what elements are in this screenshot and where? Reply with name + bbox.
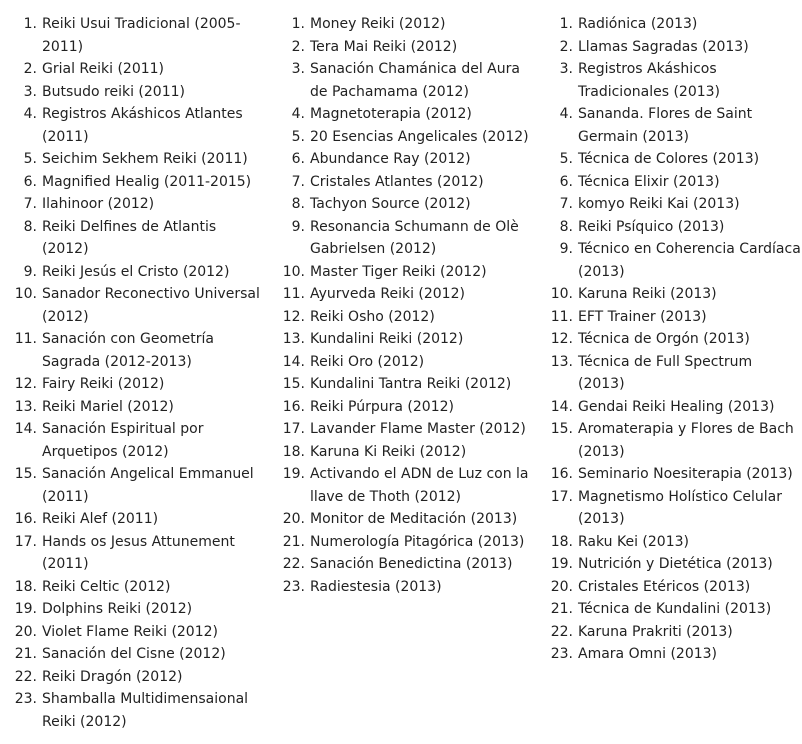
list-item-number: 10. xyxy=(14,286,37,302)
list-item-text: Shamballa Multidimensaional Reiki (2012) xyxy=(42,691,249,730)
list-item-text: Monitor de Meditación (2013) xyxy=(310,511,518,527)
list-item-text: Técnica de Colores (2013) xyxy=(578,151,760,167)
list-item xyxy=(536,553,802,576)
list-item xyxy=(0,58,262,81)
list-item-number: 22. xyxy=(14,668,37,685)
list-item xyxy=(536,621,802,644)
list-item-text: Dolphins Reiki (2012) xyxy=(42,601,193,617)
list-item xyxy=(268,328,538,351)
list-item xyxy=(268,531,538,554)
list-item xyxy=(268,441,538,464)
list-item xyxy=(268,148,538,171)
list-item-number: 1. xyxy=(559,16,573,32)
list-item xyxy=(536,58,802,103)
list-item-number: 10. xyxy=(282,263,305,280)
list-item-text: EFT Trainer (2013) xyxy=(578,308,707,325)
list-item xyxy=(536,193,802,216)
list-item xyxy=(536,13,802,36)
list-item-number: 14. xyxy=(550,398,573,415)
list-item xyxy=(0,531,262,576)
list-item-text: Técnico en Coherencia Cardíaca (2013) xyxy=(578,241,801,280)
list-item xyxy=(536,103,802,148)
list-item xyxy=(268,103,538,126)
list-item-number: 7. xyxy=(23,196,37,212)
list-item-number: 22. xyxy=(550,623,573,640)
list-item-number: 20. xyxy=(282,511,305,527)
list-item-text: Money Reiki (2012) xyxy=(310,16,446,32)
list-item-number: 20. xyxy=(14,623,37,640)
list-item-number: 19. xyxy=(550,556,573,572)
list-item-text: Técnica de Full Spectrum (2013) xyxy=(578,353,753,392)
list-item xyxy=(268,553,538,576)
list-item-number: 6. xyxy=(291,151,305,167)
list-item xyxy=(536,598,802,621)
list-item-text: Sanación Benedictina (2013) xyxy=(310,556,513,572)
list-item-text: Master Tiger Reiki (2012) xyxy=(310,263,487,280)
list-item-text: Reiki Alef (2011) xyxy=(42,511,159,527)
list-item-text: Reiki Celtic (2012) xyxy=(42,578,171,595)
list-item-text: Karuna Ki Reiki (2012) xyxy=(310,443,467,460)
list-item xyxy=(268,508,538,531)
list-item-number: 6. xyxy=(23,173,37,190)
list-item-number: 16. xyxy=(14,511,37,527)
list-item-text: Magnetismo Holístico Celular (2013) xyxy=(578,488,782,527)
list-item xyxy=(0,216,262,261)
list-item-number: 19. xyxy=(14,601,37,617)
list-item-text: Sanación del Cisne (2012) xyxy=(42,646,226,662)
list-item-text: Reiki Delfines de Atlantis (2012) xyxy=(42,218,217,257)
list-item-text: Seichim Sekhem Reiki (2011) xyxy=(42,151,248,167)
list-item-number: 3. xyxy=(23,83,37,100)
list-item-text: Nutrición y Dietética (2013) xyxy=(578,556,773,572)
list-item xyxy=(0,688,262,733)
list-item xyxy=(0,396,262,419)
list-item-text: Sananda. Flores de Saint Germain (2013) xyxy=(578,106,753,145)
list-item-text: Karuna Reiki (2013) xyxy=(578,286,717,302)
list-item xyxy=(0,81,262,104)
list-item xyxy=(536,36,802,59)
list-item-text: Sanación Espiritual por Arquetipos (2012) xyxy=(42,421,204,460)
list-item xyxy=(536,463,802,486)
list-item xyxy=(536,418,802,463)
list-item xyxy=(268,58,538,103)
list-item xyxy=(0,576,262,599)
list-item-number: 17. xyxy=(550,488,573,505)
list-item-number: 14. xyxy=(282,353,305,370)
list-item-text: Karuna Prakriti (2013) xyxy=(578,623,733,640)
list-item xyxy=(268,418,538,441)
list-item-number: 2. xyxy=(559,38,573,55)
list-item xyxy=(536,643,802,666)
list-item-number: 11. xyxy=(550,308,573,325)
list-item-number: 21. xyxy=(14,646,37,662)
list-item-number: 16. xyxy=(550,466,573,482)
list-item-text: Radiestesia (2013) xyxy=(310,578,442,595)
list-item xyxy=(0,463,262,508)
list-item-number: 23. xyxy=(14,691,37,707)
list-item-number: 21. xyxy=(550,601,573,617)
list-item-number: 18. xyxy=(550,533,573,550)
list-item-number: 3. xyxy=(291,61,305,77)
course-list-column-1 xyxy=(0,13,262,733)
list-item-number: 9. xyxy=(559,241,573,257)
list-item xyxy=(268,306,538,329)
list-item xyxy=(0,193,262,216)
list-item xyxy=(268,13,538,36)
list-item-text: Magnified Healig (2011-2015) xyxy=(42,173,252,190)
list-item-number: 10. xyxy=(550,286,573,302)
list-item xyxy=(268,216,538,261)
list-item-text: Reiki Usui Tradicional (2005-2011) xyxy=(42,16,241,55)
list-item xyxy=(536,306,802,329)
list-item-number: 17. xyxy=(14,533,37,550)
list-item-text: Grial Reiki (2011) xyxy=(42,61,165,77)
course-list-column-2 xyxy=(268,13,538,598)
list-item xyxy=(268,351,538,374)
list-item xyxy=(268,171,538,194)
list-item-text: Tera Mai Reiki (2012) xyxy=(310,38,458,55)
list-item-number: 2. xyxy=(291,38,305,55)
list-item-number: 16. xyxy=(282,398,305,415)
list-item xyxy=(0,643,262,666)
list-item-text: Radiónica (2013) xyxy=(578,16,698,32)
list-item-text: Técnica de Kundalini (2013) xyxy=(578,601,772,617)
list-item-number: 12. xyxy=(14,376,37,392)
list-item xyxy=(268,463,538,508)
list-item-number: 2. xyxy=(23,61,37,77)
list-item xyxy=(268,396,538,419)
list-item xyxy=(268,373,538,396)
list-item xyxy=(268,126,538,149)
course-list-column-3 xyxy=(536,13,802,666)
list-item-text: komyo Reiki Kai (2013) xyxy=(578,196,740,212)
list-item-number: 11. xyxy=(282,286,305,302)
list-item-text: Magnetoterapia (2012) xyxy=(310,106,472,122)
list-item-number: 8. xyxy=(559,218,573,235)
list-item-number: 23. xyxy=(550,646,573,662)
list-item-text: Reiki Jesús el Cristo (2012) xyxy=(42,263,230,280)
list-item-number: 23. xyxy=(282,578,305,595)
list-item xyxy=(536,283,802,306)
list-item-text: Sanador Reconectivo Universal (2012) xyxy=(42,286,260,325)
list-item-number: 15. xyxy=(282,376,305,392)
list-item-text: Resonancia Schumann de Olè Gabrielsen (2012) xyxy=(310,218,519,257)
list-item-number: 15. xyxy=(550,421,573,437)
list-item xyxy=(536,486,802,531)
list-item-number: 18. xyxy=(282,443,305,460)
list-item-number: 18. xyxy=(14,578,37,595)
list-item-text: 20 Esencias Angelicales (2012) xyxy=(310,128,529,145)
list-item-number: 5. xyxy=(291,128,305,145)
list-item-number: 19. xyxy=(282,466,305,482)
list-item xyxy=(268,193,538,216)
list-item xyxy=(536,351,802,396)
list-item-number: 17. xyxy=(282,421,305,437)
list-item xyxy=(536,531,802,554)
list-item xyxy=(536,171,802,194)
list-item-number: 4. xyxy=(291,106,305,122)
list-item xyxy=(0,598,262,621)
list-item-text: Raku Kei (2013) xyxy=(578,533,689,550)
list-item-text: Llamas Sagradas (2013) xyxy=(578,38,749,55)
list-item-number: 13. xyxy=(14,398,37,415)
list-item-number: 4. xyxy=(23,106,37,122)
list-item-text: Sanación Chamánica del Aura de Pachamama (2012) xyxy=(310,61,520,100)
list-item xyxy=(536,328,802,351)
list-item-text: Técnica de Orgón (2013) xyxy=(578,331,750,347)
list-item xyxy=(0,103,262,148)
list-item xyxy=(268,261,538,284)
list-item-text: Fairy Reiki (2012) xyxy=(42,376,165,392)
list-item-text: Sanación con Geometría Sagrada (2012-2013) xyxy=(42,331,214,370)
list-item-text: Reiki Púrpura (2012) xyxy=(310,398,454,415)
list-item-number: 13. xyxy=(550,353,573,370)
list-item-text: Reiki Mariel (2012) xyxy=(42,398,174,415)
list-item-text: Tachyon Source (2012) xyxy=(310,196,471,212)
list-item xyxy=(0,13,262,58)
list-item-text: Registros Akáshicos Tradicionales (2013) xyxy=(578,61,721,100)
list-item xyxy=(0,328,262,373)
list-item-text: Abundance Ray (2012) xyxy=(310,151,471,167)
list-item xyxy=(0,148,262,171)
list-item-number: 8. xyxy=(23,218,37,235)
list-item-text: Ayurveda Reiki (2012) xyxy=(310,286,465,302)
list-item xyxy=(268,283,538,306)
list-item-number: 5. xyxy=(23,151,37,167)
list-item xyxy=(536,238,802,283)
list-item-number: 15. xyxy=(14,466,37,482)
list-item-text: Reiki Dragón (2012) xyxy=(42,668,183,685)
list-item-number: 13. xyxy=(282,331,305,347)
list-item-number: 20. xyxy=(550,578,573,595)
list-item-text: Lavander Flame Master (2012) xyxy=(310,421,526,437)
list-item-text: Ilahinoor (2012) xyxy=(42,196,155,212)
list-item-text: Aromaterapia y Flores de Bach (2013) xyxy=(578,421,794,460)
list-item-number: 7. xyxy=(291,173,305,190)
list-item-text: Kundalini Reiki (2012) xyxy=(310,331,464,347)
list-item-number: 9. xyxy=(291,218,305,235)
list-item xyxy=(536,216,802,239)
list-item-number: 21. xyxy=(282,533,305,550)
list-item-text: Cristales Atlantes (2012) xyxy=(310,173,484,190)
list-item-text: Seminario Noesiterapia (2013) xyxy=(578,466,793,482)
list-item-number: 14. xyxy=(14,421,37,437)
list-item-text: Numerología Pitagórica (2013) xyxy=(310,533,525,550)
list-item-text: Butsudo reiki (2011) xyxy=(42,83,185,100)
list-item-text: Reiki Osho (2012) xyxy=(310,308,435,325)
list-item-number: 12. xyxy=(550,331,573,347)
list-item xyxy=(0,373,262,396)
list-item-text: Registros Akáshicos Atlantes (2011) xyxy=(42,106,243,145)
list-item-number: 3. xyxy=(559,61,573,77)
list-item-number: 7. xyxy=(559,196,573,212)
list-item xyxy=(0,261,262,284)
list-item-number: 22. xyxy=(282,556,305,572)
list-item xyxy=(536,148,802,171)
list-item xyxy=(268,576,538,599)
list-item-number: 8. xyxy=(291,196,305,212)
list-item-text: Gendai Reiki Healing (2013) xyxy=(578,398,775,415)
list-item xyxy=(0,171,262,194)
list-item-text: Violet Flame Reiki (2012) xyxy=(42,623,218,640)
list-item-text: Cristales Etéricos (2013) xyxy=(578,578,751,595)
list-item-text: Reiki Psíquico (2013) xyxy=(578,218,725,235)
list-item xyxy=(536,396,802,419)
list-item xyxy=(268,36,538,59)
list-item-text: Reiki Oro (2012) xyxy=(310,353,425,370)
list-item-text: Activando el ADN de Luz con la llave de Thoth (2012) xyxy=(310,466,529,505)
list-item-number: 4. xyxy=(559,106,573,122)
list-item-text: Kundalini Tantra Reiki (2012) xyxy=(310,376,512,392)
list-item-number: 9. xyxy=(23,263,37,280)
list-item xyxy=(536,576,802,599)
list-item xyxy=(0,666,262,689)
list-item-text: Hands os Jesus Attunement (2011) xyxy=(42,533,235,572)
list-item xyxy=(0,283,262,328)
list-item-text: Amara Omni (2013) xyxy=(578,646,718,662)
list-item-number: 1. xyxy=(23,16,37,32)
list-item xyxy=(0,418,262,463)
list-item-text: Técnica Elixir (2013) xyxy=(578,173,720,190)
list-item-text: Sanación Angelical Emmanuel (2011) xyxy=(42,466,254,505)
list-item-number: 12. xyxy=(282,308,305,325)
list-item-number: 11. xyxy=(14,331,37,347)
list-item-number: 1. xyxy=(291,16,305,32)
list-item-number: 5. xyxy=(559,151,573,167)
list-item-number: 6. xyxy=(559,173,573,190)
list-item xyxy=(0,621,262,644)
list-item xyxy=(0,508,262,531)
